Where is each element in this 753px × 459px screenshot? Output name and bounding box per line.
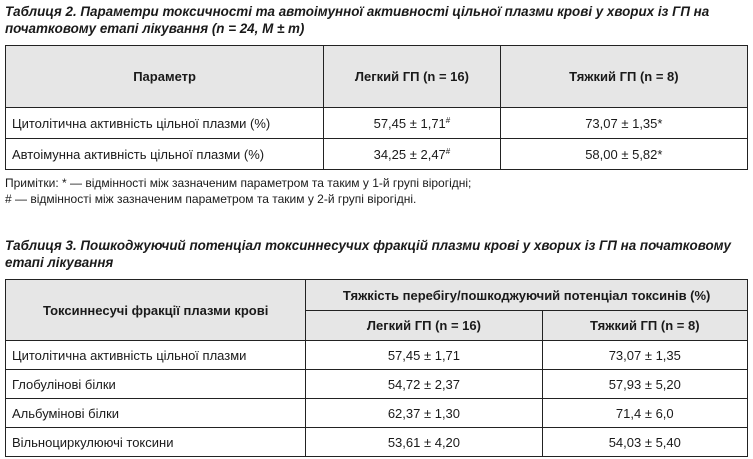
table-row: [6, 399, 748, 428]
table3-header-group: Тяжкість перебігу/пошкоджуючий потенціал токсинів (%): [306, 280, 748, 311]
table2-mild-cell: [324, 139, 501, 170]
table-row: [6, 370, 748, 399]
table2-header-param: Параметр: [6, 46, 324, 108]
table3-mild-cell: 62,37 ± 1,30: [306, 399, 542, 428]
table3-mild-cell: 57,45 ± 1,71: [306, 341, 542, 370]
table3-severe-cell: 71,4 ± 6,0: [542, 399, 747, 428]
table2-mild-value: 34,25 ± 2,47: [373, 146, 446, 162]
table-row: [6, 428, 748, 457]
table2-mild-mark: #: [445, 115, 451, 125]
table3-fraction-cell: Глобулінові білки: [6, 370, 306, 399]
table-row: [6, 341, 748, 370]
table3-header-mild: Легкий ГП (n = 16): [306, 311, 542, 341]
table2-severe-cell: 73,07 ± 1,35*: [500, 108, 747, 139]
table2-header-row: [6, 46, 748, 108]
table2-param-cell: Автоімунна активність цільної плазми (%): [6, 139, 324, 170]
table3: [5, 279, 748, 457]
table2-mild-mark: #: [445, 146, 451, 156]
table3-header-severe: Тяжкий ГП (n = 8): [542, 311, 747, 341]
table3-severe-cell: 57,93 ± 5,20: [542, 370, 747, 399]
table2-note-line: Примітки: * — відмінності між зазначеним параметром та таким у 1-й групі вірогідні;: [5, 176, 472, 190]
table3-header-row: [6, 280, 748, 311]
table3-mild-cell: 54,72 ± 2,37: [306, 370, 542, 399]
table2: [5, 45, 748, 170]
table3-severe-cell: 73,07 ± 1,35: [542, 341, 747, 370]
table2-param-cell: Цитолітична активність цільної плазми (%): [6, 108, 324, 139]
table2-note-line: # — відмінності між зазначеним параметром та таким у 2-й групі вірогідні.: [5, 191, 417, 206]
table2-header-mild: Легкий ГП (n = 16): [324, 46, 501, 108]
table3-fraction-cell: Цитолітична активність цільної плазми: [6, 341, 306, 370]
table-row: [6, 139, 748, 170]
table3-severe-cell: 54,03 ± 5,40: [542, 428, 747, 457]
table3-header-fraction: Токсиннесучі фракції плазми крові: [6, 280, 306, 341]
table3-fraction-cell: Вільноциркулюючі токсини: [6, 428, 306, 457]
table-row: [6, 108, 748, 139]
table2-severe-cell: 58,00 ± 5,82*: [500, 139, 747, 170]
table2-header-severe: Тяжкий ГП (n = 8): [500, 46, 747, 108]
table3-fraction-cell: Альбумінові білки: [6, 399, 306, 428]
table2-notes: [5, 176, 750, 207]
table2-mild-value: 57,45 ± 1,71: [373, 115, 446, 131]
table2-mild-cell: [324, 108, 501, 139]
table2-caption: Таблиця 2. Параметри токсичності та автоімунної активності цільної плазми крові у хворих із ГП на початковому етапі лікування (n = 24, M ± m): [5, 4, 710, 36]
table3-mild-cell: 53,61 ± 4,20: [306, 428, 542, 457]
table3-caption: Таблиця 3. Пошкоджуючий потенціал токсиннесучих фракцій плазми крові у хворих із ГП на початковому етапі лікування: [5, 238, 731, 270]
